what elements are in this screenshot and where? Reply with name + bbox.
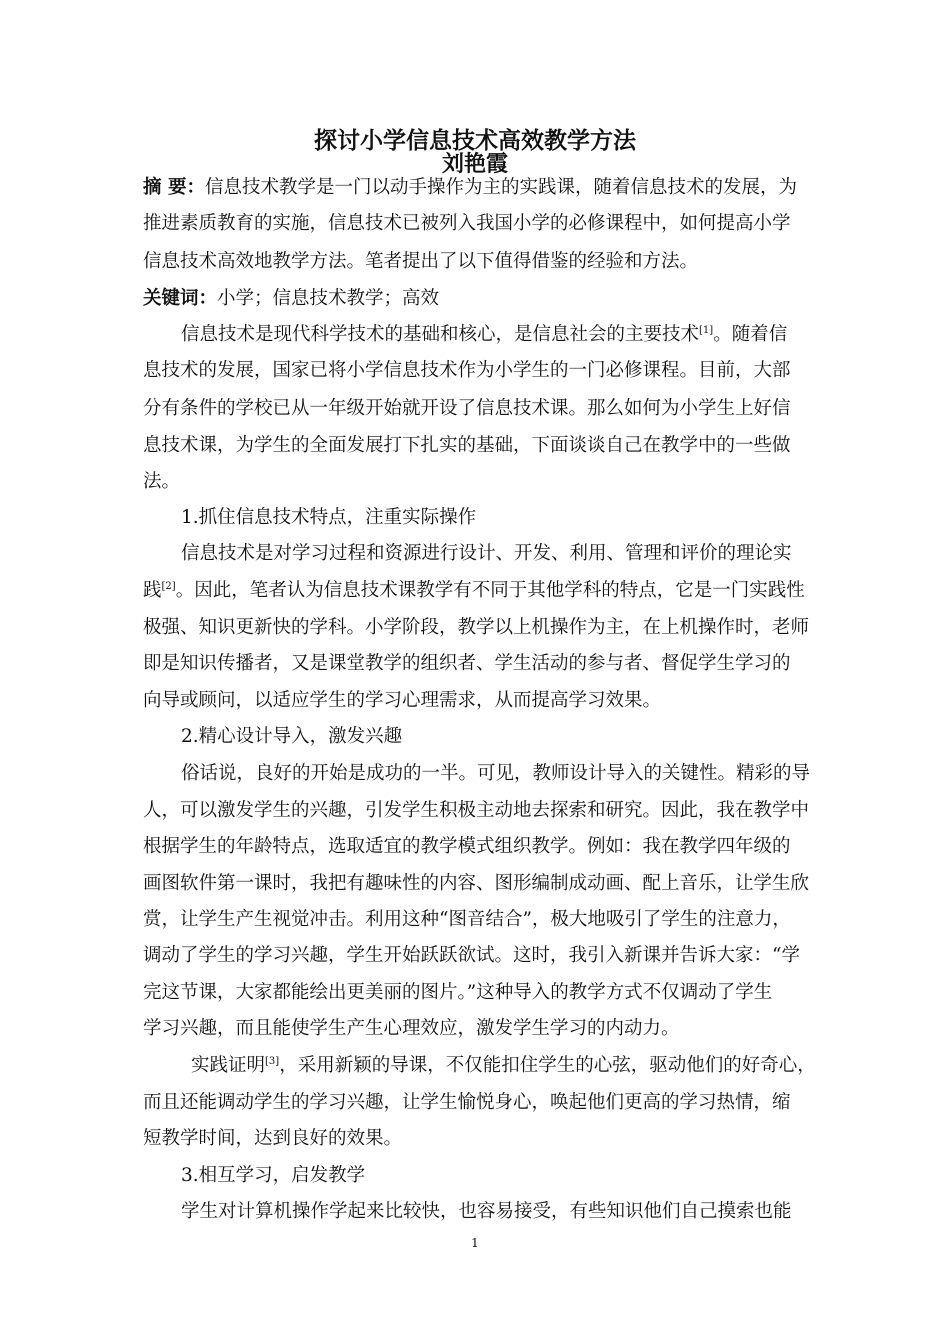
paragraph-line: 息技术课，为学生的全面发展打下扎实的基础，下面谈谈自己在教学中的一些做 — [143, 435, 791, 456]
citation-ref: [1] — [699, 325, 714, 336]
abstract-line-2: 推进素质教育的实施，信息技术已被列入我国小学的必修课程中，如何提高小学 — [143, 213, 791, 234]
citation-ref: [3] — [265, 1056, 280, 1067]
paragraph-line: 完这节课，大家都能绘出更美丽的图片。”这种导入的教学方式不仅调动了学生 — [143, 982, 773, 1003]
section-heading-3: 3.相互学习，启发教学 — [181, 1165, 366, 1186]
paragraph-line: 学生对计算机操作学起来比较快，也容易接受，有些知识他们自己摸索也能 — [181, 1201, 792, 1222]
paragraph-line: 人，可以激发学生的兴趣，引发学生积极主动地去探索和研究。因此，我在教学中 — [143, 800, 810, 821]
paragraph-line: 法。 — [143, 471, 181, 492]
section-heading-2: 2.精心设计导入，激发兴趣 — [181, 726, 403, 747]
paper-title: 探讨小学信息技术高效教学方法 — [314, 128, 636, 154]
paragraph-line: 践[2]。因此，笔者认为信息技术课教学有不同于其他学科的特点，它是一门实践性 — [143, 580, 805, 601]
citation-ref: [2] — [161, 581, 176, 592]
paragraph-line: 向导或顾问，以适应学生的学习心理需求，从而提高学习效果。 — [143, 690, 662, 711]
paragraph-line: 赏，让学生产生视觉冲击。利用这种“图音结合”，极大地吸引了学生的注意力， — [143, 909, 791, 930]
paragraph-line: 实践证明[3]，采用新颖的导课，不仅能扣住学生的心弦，驱动他们的好奇心， — [191, 1055, 816, 1076]
abstract-line-3: 信息技术高效地教学方法。笔者提出了以下值得借鉴的经验和方法。 — [143, 251, 699, 272]
paragraph-line: 分有条件的学校已从一年级开始就开设了信息技术课。那么如何为小学生上好信 — [143, 398, 791, 419]
paragraph-line: 画图软件第一课时，我把有趣味性的内容、图形编制成动画、配上音乐，让学生欣 — [143, 873, 810, 894]
paragraph-line: 根据学生的年龄特点，选取适宜的教学模式组织教学。例如：我在教学四年级的 — [143, 836, 791, 857]
paragraph-line: 俗话说，良好的开始是成功的一半。可见，教师设计导入的关键性。精彩的导 — [181, 763, 811, 784]
section-heading-1: 1.抓住信息技术特点，注重实际操作 — [181, 507, 477, 528]
paragraph-line: 学习兴趣，而且能使学生产生心理效应，激发学生学习的内动力。 — [143, 1018, 680, 1039]
paragraph-line: 短教学时间，达到良好的效果。 — [143, 1128, 403, 1149]
paragraph-line: 而且还能调动学生的学习兴趣，让学生愉悦身心，唤起他们更高的学习热情，缩 — [143, 1092, 791, 1113]
paragraph-line: 极强、知识更新快的学科。小学阶段，教学以上机操作为主，在上机操作时，老师 — [143, 617, 810, 638]
abstract-line-1: 摘 要：信息技术教学是一门以动手操作为主的实践课，随着信息技术的发展，为 — [143, 177, 797, 198]
paragraph-line: 即是知识传播者，又是课堂教学的组织者、学生活动的参与者、督促学生学习的 — [143, 653, 791, 674]
paragraph-line: 息技术的发展，国家已将小学信息技术作为小学生的一门必修课程。目前，大部 — [143, 360, 791, 381]
paragraph-line: 信息技术是现代科学技术的基础和核心，是信息社会的主要技术[1]。随着信 — [181, 324, 788, 345]
keywords-text: 小学；信息技术教学；高效 — [217, 288, 440, 309]
abstract-label: 摘 要： — [143, 177, 205, 198]
page-number: 1 — [471, 1236, 479, 1250]
author-name: 刘艳霞 — [441, 152, 508, 177]
paragraph-line: 调动了学生的学习兴趣，学生开始跃跃欲试。这时，我引入新课并告诉大家：“学 — [143, 945, 800, 966]
paragraph-line: 信息技术是对学习过程和资源进行设计、开发、利用、管理和评价的理论实 — [181, 543, 792, 564]
keywords-label: 关键词： — [143, 288, 218, 309]
keywords-line — [143, 287, 439, 311]
